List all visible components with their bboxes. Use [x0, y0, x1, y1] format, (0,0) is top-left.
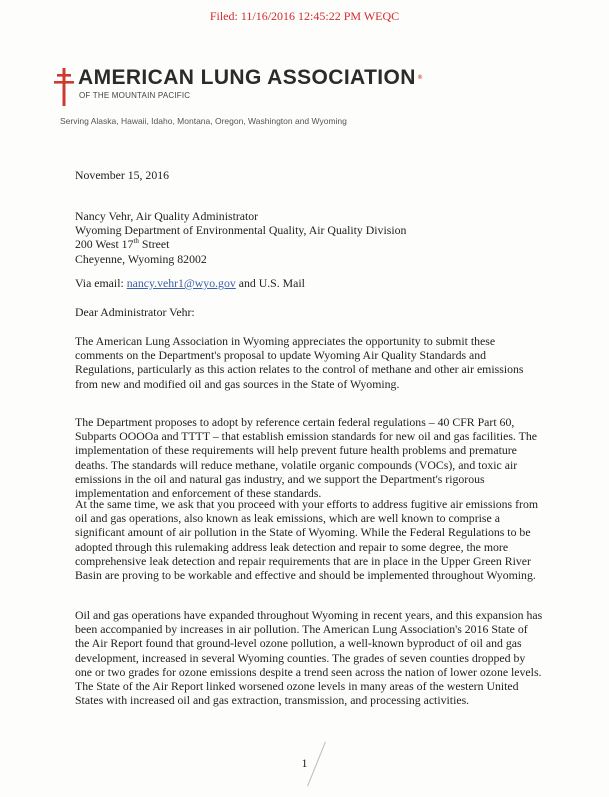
org-name: AMERICAN LUNG ASSOCIATION ®	[78, 66, 423, 89]
recipient-line: Wyoming Department of Environmental Quality, Air Quality Division	[75, 223, 407, 238]
page-number: 1	[301, 756, 308, 770]
letter-date: November 15, 2016	[75, 168, 170, 182]
recipient-line: Cheyenne, Wyoming 82002	[75, 251, 207, 266]
recipient-line: 200 West 17th Street	[75, 237, 170, 252]
paragraph: Oil and gas operations have expanded throughout Wyoming in recent years, and this expansion has been accompanied by increases in air pollution. The American Lung Association's 2016 State of the Air Report found that ground-level ozone pollution, a well-known byproduct of oil and gas development, increased in several Wyoming counties. The grades of seven counties dropped by one or two grades for ozone emissions despite a trend seen across the nation of lower ozone levels. The State of the Air Report linked worsened ozone levels in many areas of the western United States with increased oil and gas extraction, transmission, and processing activities.	[75, 608, 543, 708]
filed-stamp: Filed: 11/16/2016 12:45:22 PM WEQC	[209, 9, 400, 23]
paragraph: The Department proposes to adopt by reference certain federal regulations – 40 CFR Part 60, Subparts OOOOa and TTTT – that establish emission standards for new oil and gas facilities. The implementation of these requirements will help prevent future health problems and premature deaths. The standards will reduce methane, volatile organic compounds (VOCs), and toxic air emissions in the oil and natural gas industry, and we support the Department's rigorous implementation and enforcement of these standards.	[75, 415, 537, 501]
paragraph: At the same time, we ask that you proceed with your efforts to address fugitive air emissions from oil and gas operations, also known as leak emissions, which are well known to comprise a significant amount of air pollution in the State of Wyoming. While the Federal Regulations to be adopted through this rulemaking address leak detection and repair to some degree, the more comprehensive leak detection and repair requirements that are in place in the Upper Green River Basin are proving to be workable and effective and should be implemented throughout Wyoming.	[75, 497, 539, 583]
serving-line: Serving Alaska, Hawaii, Idaho, Montana, Oregon, Washington and Wyoming	[60, 116, 347, 126]
paragraph: The American Lung Association in Wyoming appreciates the opportunity to submit these comments on the Department's proposal to update Wyoming Air Quality Standards and Regulations, particularly as this action relates to the control of methane and other air emissions from new and modified oil and gas sources in the State of Wyoming.	[75, 334, 524, 391]
salutation: Dear Administrator Vehr:	[75, 305, 195, 319]
double-cross-icon	[54, 68, 74, 106]
email-link[interactable]: nancy.vehr1@wyo.gov	[126, 276, 236, 290]
recipient-address	[75, 209, 545, 266]
org-subtitle: OF THE MOUNTAIN PACIFIC	[79, 91, 191, 100]
delivery-line: Via email: nancy.vehr1@wyo.gov and U.S. Mail	[75, 276, 305, 290]
recipient-line: Nancy Vehr, Air Quality Administrator	[75, 209, 259, 223]
